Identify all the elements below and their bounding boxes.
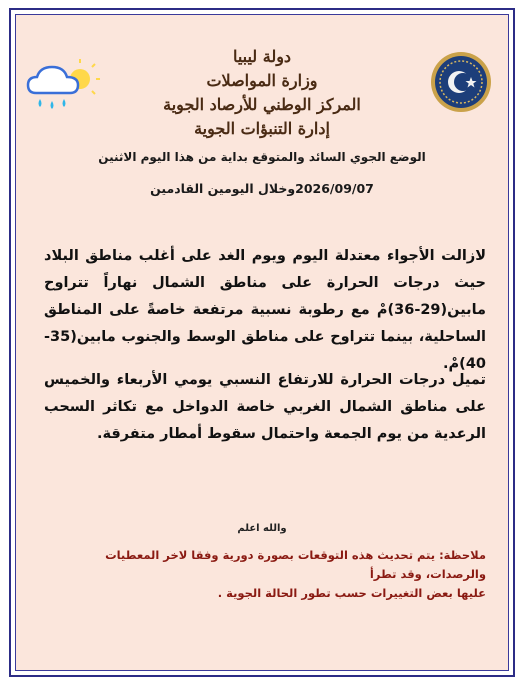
note-line-1: ملاحظة: يتم تحديث هذه التوقعات بصورة دورية وفقا لاخر المعطيات والرصدات، وقد تطرأ xyxy=(105,548,486,581)
forecast-paragraph-2: تميل درجات الحرارة للارتفاع النسبي يومي الأربعاء والخميس على مناطق الشمال الغربي خاصة الدواخل مع تكاثر السحب الرعدية من يوم الجمعة واحتمال سقوط أمطار متفرقة. xyxy=(44,372,486,442)
header-ministry: وزارة المواصلات xyxy=(206,71,318,90)
subtitle-date: 2026/09/07وخلال اليومين القادمين xyxy=(150,181,374,196)
note xyxy=(46,546,486,603)
forecast-paragraph-1: لازالت الأجواء معتدلة اليوم ويوم الغد على أغلب مناطق البلاد حيث درجات الحرارة على مناطق الشمال نهاراً تتراوح مابين(29-36)مْ مع رطوبة نسبية مرتفعة خاصةً على المناطق الساحلية، بينما تتراوح على مناطق الوسط والجنوب مابين(35-40)مْ. xyxy=(44,248,486,372)
header-department: إدارة التنبؤات الجوية xyxy=(194,119,330,138)
note-line-2: عليها بعض التغييرات حسب تطور الحالة الجوية . xyxy=(217,586,486,600)
document-page xyxy=(15,14,509,671)
subtitle-situation: الوضع الجوي السائد والمتوقع بداية من هذا اليوم الاثنين xyxy=(98,150,426,164)
document-frame xyxy=(9,8,515,677)
header-center: المركز الوطني للأرصاد الجوية xyxy=(163,95,361,114)
header-country: دولة ليبيا xyxy=(232,47,292,66)
closing-phrase: والله اعلم xyxy=(237,523,287,534)
